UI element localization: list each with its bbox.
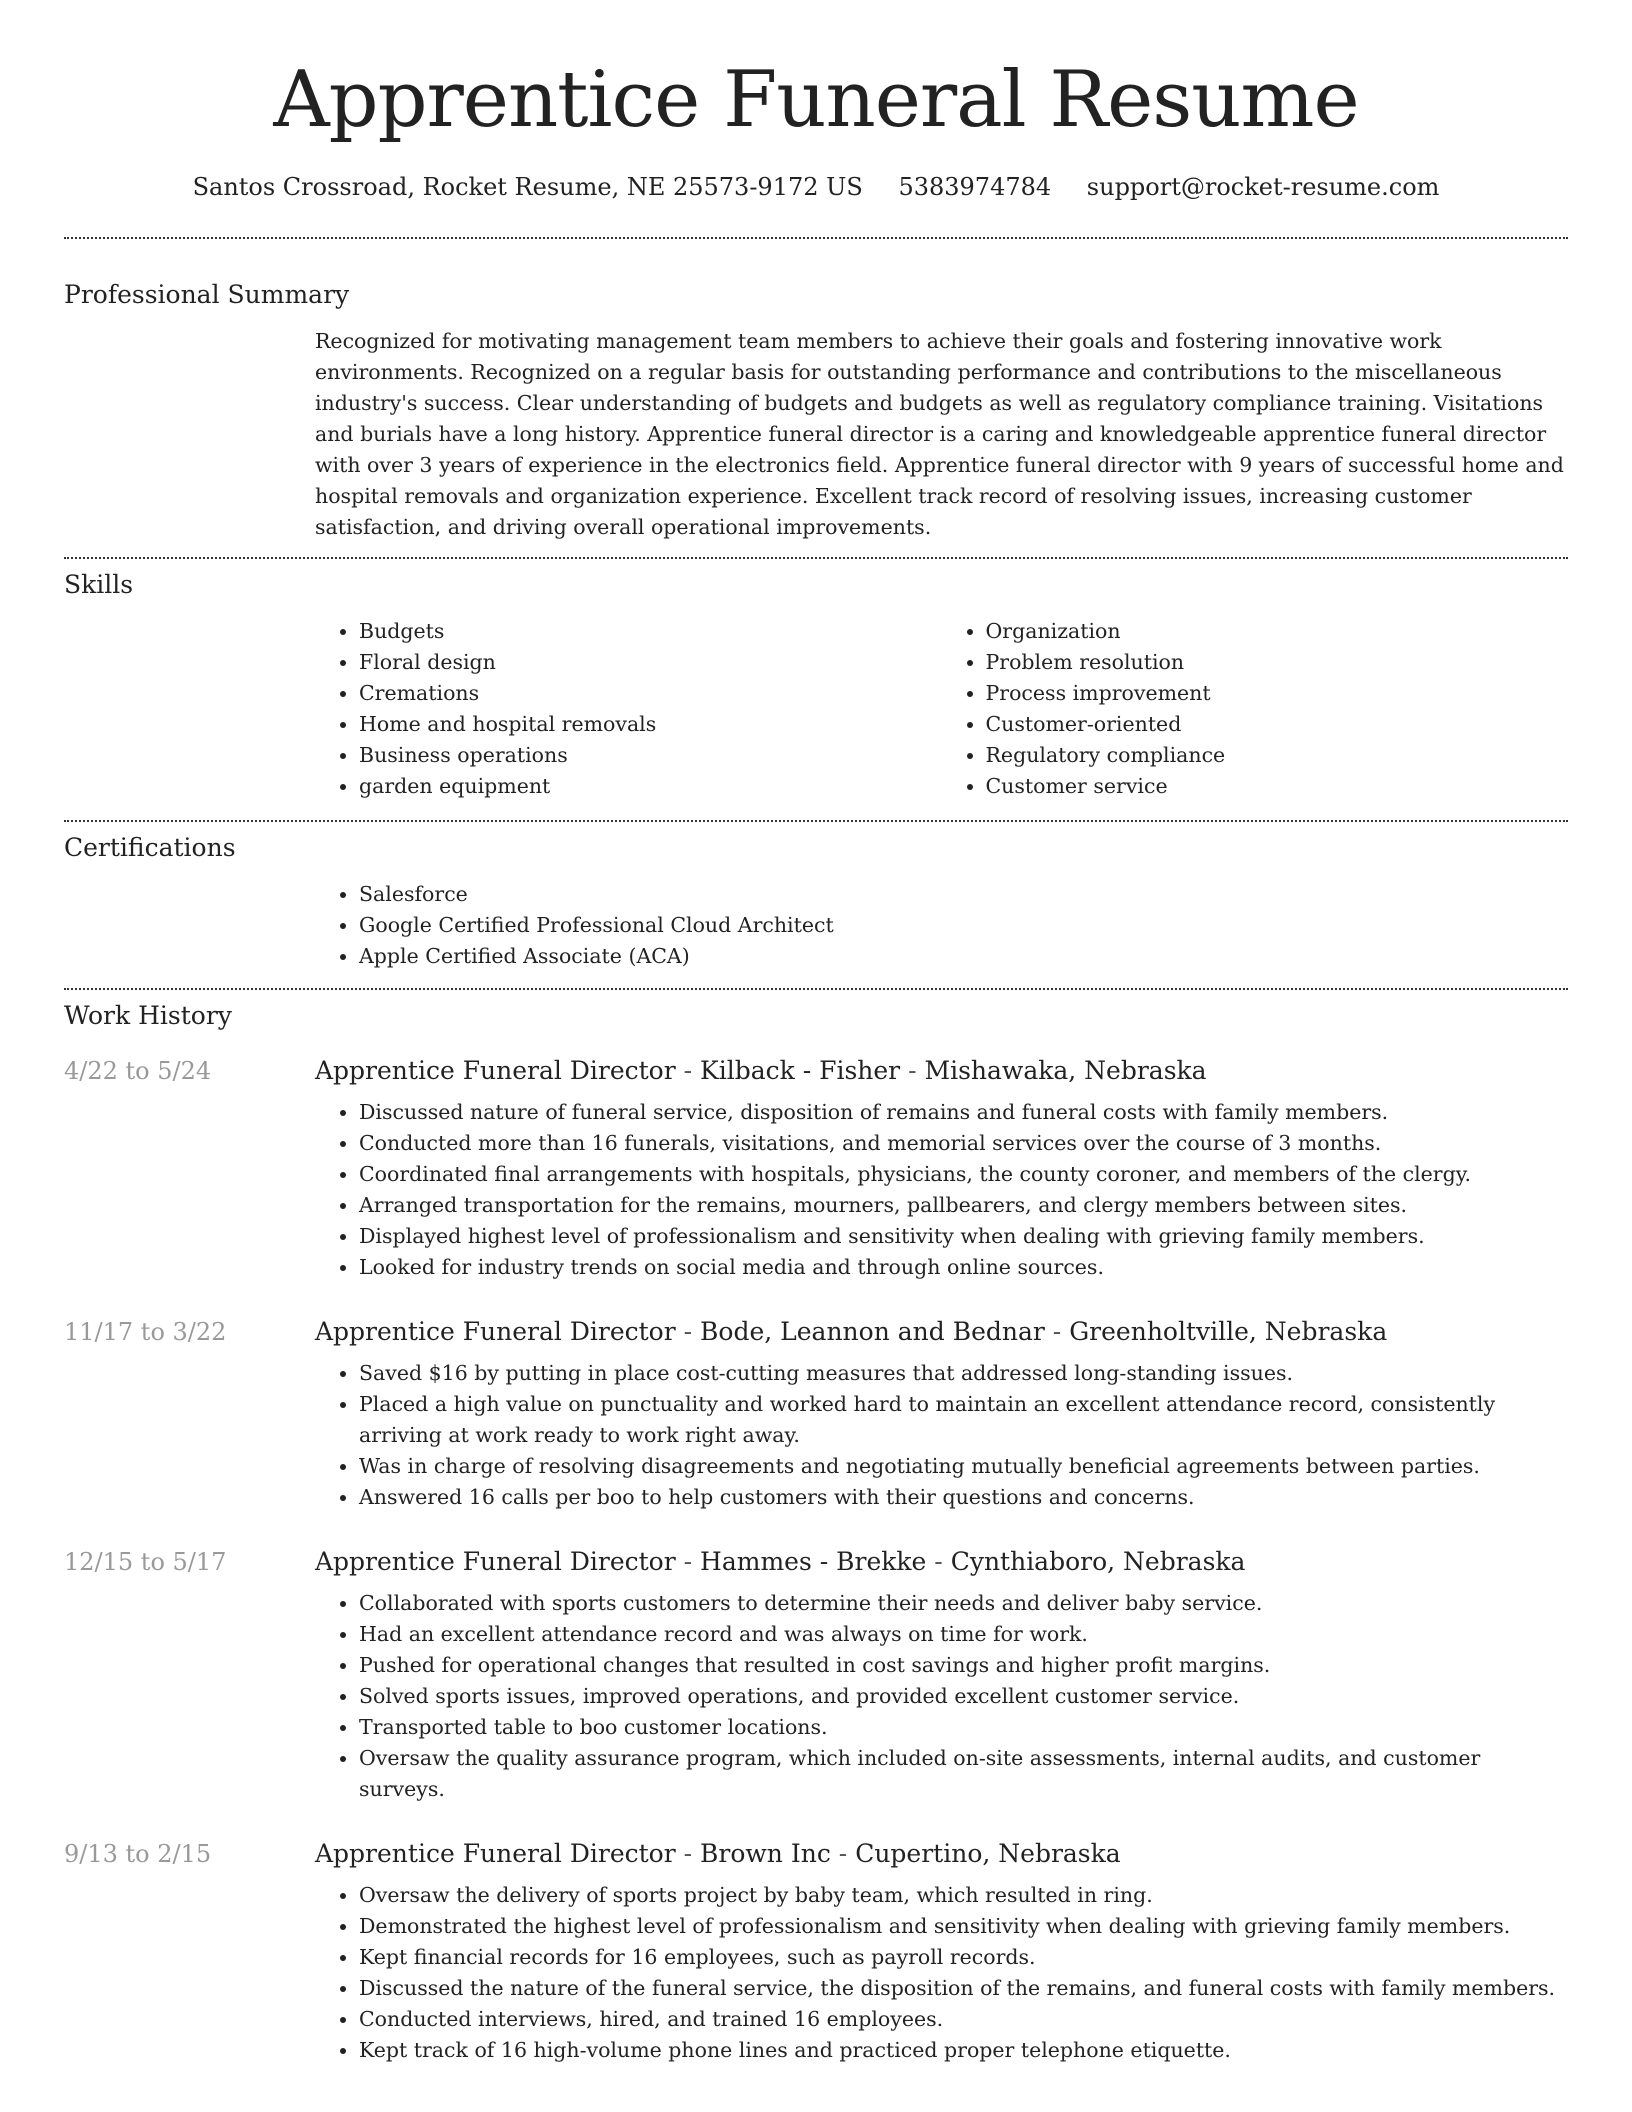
job-title — [315, 1055, 1568, 1087]
contact-line — [64, 172, 1568, 202]
job-bullets — [315, 1880, 1568, 2066]
job-separator: - — [683, 1547, 693, 1576]
summary-heading: Professional Summary — [64, 280, 350, 309]
certification-item: • Apple Certified Associate (ACA) — [359, 941, 1568, 972]
job-company: Bode, Leannon and Bednar — [700, 1317, 1045, 1346]
job-bullet: • Looked for industry trends on social media and through online sources. — [359, 1252, 1568, 1283]
job-bullet: • Had an excellent attendance record and was always on time for work. — [359, 1619, 1568, 1650]
job-bullet: • Conducted more than 16 funerals, visitations, and memorial services over the course of 3 months. — [359, 1128, 1568, 1159]
job-bullet: • Solved sports issues, improved operations, and provided excellent customer service. — [359, 1681, 1568, 1712]
job-separator: - — [934, 1547, 943, 1576]
job-role: Apprentice Funeral Director — [315, 1056, 676, 1085]
skill-item: • Regulatory compliance — [986, 740, 1569, 771]
job-dates: 11/17 to 3/22 — [64, 1318, 227, 1346]
job-bullet: • Displayed highest level of professionalism and sensitivity when dealing with grieving family members. — [359, 1221, 1568, 1252]
resume-page — [64, 0, 1568, 2066]
work-history-heading: Work History — [64, 1001, 232, 1030]
job-bullets — [315, 1358, 1568, 1513]
job-role: Apprentice Funeral Director — [315, 1547, 676, 1576]
job-location: Mishawaka, Nebraska — [924, 1056, 1207, 1085]
job-separator: - — [908, 1056, 917, 1085]
skills-section — [64, 559, 1568, 802]
summary-section — [64, 239, 1568, 543]
job-bullet: • Was in charge of resolving disagreements and negotiating mutually beneficial agreements between parties. — [359, 1451, 1568, 1482]
job-bullet: • Conducted interviews, hired, and trained 16 employees. — [359, 2004, 1568, 2035]
job-bullet: • Oversaw the quality assurance program, which included on-site assessments, internal audits, and customer surveys. — [359, 1743, 1568, 1805]
job-entry — [64, 1316, 1568, 1513]
work-history-section — [64, 990, 1568, 2066]
certification-item: • Salesforce — [359, 879, 1568, 910]
job-location: Cynthiaboro, Nebraska — [950, 1547, 1246, 1576]
job-dates: 12/15 to 5/17 — [64, 1548, 227, 1576]
contact-email[interactable]: support@rocket-resume.com — [1086, 173, 1440, 201]
job-company: Hammes - Brekke — [700, 1547, 927, 1576]
skill-item: • Budgets — [359, 616, 942, 647]
job-bullet: • Saved $16 by putting in place cost-cutting measures that addressed long-standing issues. — [359, 1358, 1568, 1389]
job-separator: - — [683, 1317, 693, 1346]
job-bullet: • Collaborated with sports customers to determine their needs and deliver baby service. — [359, 1588, 1568, 1619]
certification-item: • Google Certified Professional Cloud Architect — [359, 910, 1568, 941]
job-bullet: • Answered 16 calls per boo to help customers with their questions and concerns. — [359, 1482, 1568, 1513]
job-location: Cupertino, Nebraska — [855, 1839, 1121, 1868]
job-title — [315, 1838, 1568, 1870]
skills-heading: Skills — [64, 570, 134, 599]
skill-item: • Customer service — [986, 771, 1569, 802]
job-bullet: • Coordinated final arrangements with hospitals, physicians, the county coroner, and members of the clergy. — [359, 1159, 1568, 1190]
job-bullet: • Arranged transportation for the remains, mourners, pallbearers, and clergy members between sites. — [359, 1190, 1568, 1221]
job-bullet: • Kept financial records for 16 employees, such as payroll records. — [359, 1942, 1568, 1973]
resume-title: Apprentice Funeral Resume — [273, 55, 1359, 145]
job-location: Greenholtville, Nebraska — [1069, 1317, 1388, 1346]
job-bullets — [315, 1588, 1568, 1805]
job-entry — [64, 1055, 1568, 1283]
skill-item: • Problem resolution — [986, 647, 1569, 678]
skill-item: • Home and hospital removals — [359, 709, 942, 740]
certifications-heading: Certifications — [64, 833, 236, 862]
skill-item: • Organization — [986, 616, 1569, 647]
job-bullet: • Pushed for operational changes that resulted in cost savings and higher profit margins. — [359, 1650, 1568, 1681]
job-bullet: • Oversaw the delivery of sports project by baby team, which resulted in ring. — [359, 1880, 1568, 1911]
job-separator: - — [1052, 1317, 1062, 1346]
skill-item: • Customer-oriented — [986, 709, 1569, 740]
job-title — [315, 1316, 1568, 1348]
job-separator: - — [838, 1839, 848, 1868]
skill-item: • Business operations — [359, 740, 942, 771]
summary-text: Recognized for motivating management team members to achieve their goals and fostering innovative work environments. Recognized on a regular basis for outstanding performance and contributions to the miscellaneous industry's success. Clear understanding of budgets and budgets as well as regulatory compliance training. Visitations and burials have a long history. Apprentice funeral director is a caring and knowledgeable apprentice funeral director with over 3 years of experience in the electronics field. Apprentice funeral director with 9 years of successful home and hospital removals and organization experience. Excellent track record of resolving issues, increasing customer satisfaction, and driving overall operational improvements. — [315, 329, 1564, 539]
certifications-section — [64, 822, 1568, 972]
contact-phone: 5383974784 — [898, 173, 1052, 201]
job-role: Apprentice Funeral Director — [315, 1839, 676, 1868]
job-dates: 9/13 to 2/15 — [64, 1840, 212, 1868]
skill-item: • Floral design — [359, 647, 942, 678]
job-bullet: • Kept track of 16 high-volume phone lines and practiced proper telephone etiquette. — [359, 2035, 1568, 2066]
job-separator: - — [683, 1839, 693, 1868]
job-entry — [64, 1546, 1568, 1805]
job-bullet: • Transported table to boo customer locations. — [359, 1712, 1568, 1743]
contact-address: Santos Crossroad, Rocket Resume, NE 25573-9172 US — [192, 173, 863, 201]
job-separator: - — [683, 1056, 693, 1085]
certifications-list — [315, 879, 1568, 972]
skills-list-right — [942, 616, 1569, 802]
job-bullet: • Placed a high value on punctuality and worked hard to maintain an excellent attendance record, consistently arriving at work ready to work right away. — [359, 1389, 1568, 1451]
job-company: Kilback - Fisher — [700, 1056, 901, 1085]
skills-list-left — [315, 616, 942, 802]
skill-item: • Process improvement — [986, 678, 1569, 709]
job-role: Apprentice Funeral Director — [315, 1317, 676, 1346]
job-bullet: • Discussed the nature of the funeral service, the disposition of the remains, and funeral costs with family members. — [359, 1973, 1568, 2004]
job-company: Brown Inc — [700, 1839, 831, 1868]
job-bullet: • Demonstrated the highest level of professionalism and sensitivity when dealing with grieving family members. — [359, 1911, 1568, 1942]
job-bullets — [315, 1097, 1568, 1283]
job-bullet: • Discussed nature of funeral service, disposition of remains and funeral costs with family members. — [359, 1097, 1568, 1128]
skill-item: • garden equipment — [359, 771, 942, 802]
skill-item: • Cremations — [359, 678, 942, 709]
job-entry — [64, 1838, 1568, 2066]
job-title — [315, 1546, 1568, 1578]
job-dates: 4/22 to 5/24 — [64, 1057, 212, 1085]
